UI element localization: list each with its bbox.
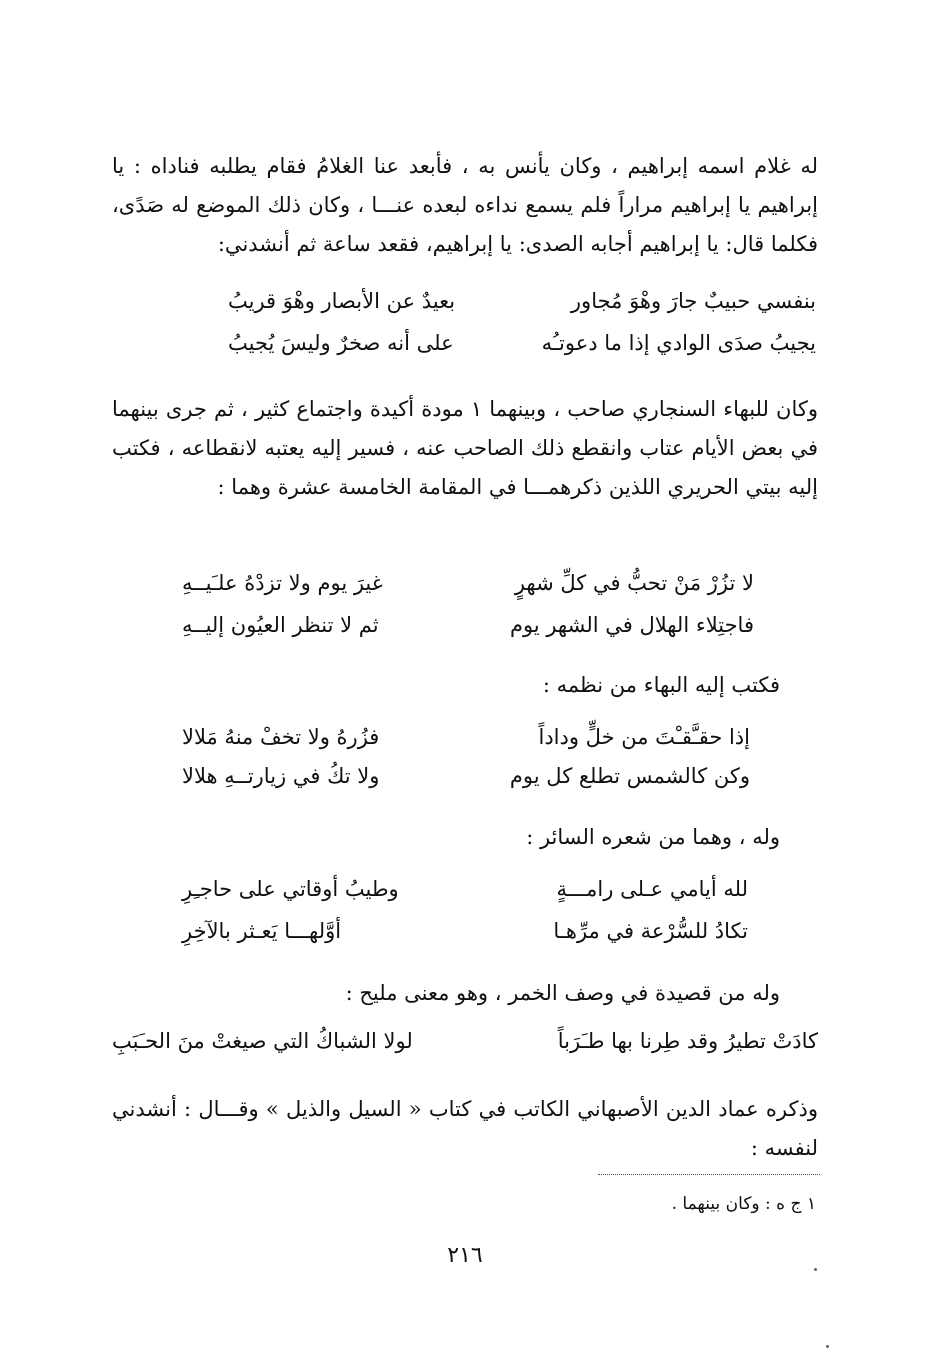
hemistich-second: غيرَ يوم ولا تزدْهُ علـَيــهِ [182, 571, 383, 595]
scan-speck [814, 1268, 817, 1271]
hemistich-first: بنفسي حبيبٌ جارَ وهْوَ مُجاور [570, 289, 816, 313]
hemistich-first: وكن كالشمس تطلع كل يوم [509, 764, 750, 788]
poem-3-verse-2 [182, 759, 750, 793]
paragraph-6 [112, 1090, 818, 1168]
paragraph-1-text: له غلام اسمه إبراهيم ، وكان يأنس به ، فأبعد عنا الغلامُ فقام يطلبه فناداه : يا إبراهيم يا إبراهيم مراراً فلم يسمع نداءه لبعده عنـــا ، وكان ذلك الموضع له صَدًى، فكلما قال: يا إبراهيم أجابه الصدى: يا إبراهيم، فقعد ساعة ثم أنشدني: [112, 154, 818, 256]
footnote-separator [598, 1174, 820, 1175]
poem-4-verse-2 [182, 914, 748, 948]
hemistich-second: ولا تكُ في زيارتــهِ هلالا [182, 764, 380, 788]
hemistich-second: لولا الشباكُ التي صيغتْ منَ الحـَبَبِ [112, 1029, 413, 1053]
hemistich-second: وطيبُ أوقاتي على حاجـِرِ [182, 877, 399, 901]
page-number: ٢١٦ [447, 1243, 483, 1268]
hemistich-first: كادَتْ تطيرُ وقد طِرنا بها طـَرَباً [557, 1029, 818, 1053]
poem-1-verse-2 [228, 326, 816, 360]
poem-3-verse-1 [182, 720, 750, 754]
paragraph-2 [112, 390, 818, 507]
hemistich-first: إذا حقـَّقـْتَ من خلٍّ وداداً [538, 725, 750, 749]
paragraph-3: فكتب إليه البهاء من نظمه : [542, 673, 780, 697]
hemistich-first: فاجتِلاء الهلال في الشهر يوم [509, 613, 754, 637]
hemistich-second: بعيدٌ عن الأبصار وهْوَ قريبُ [228, 289, 456, 313]
footnote: ١ ج ه : وكان بينهما . [671, 1194, 816, 1214]
hemistich-first: لله أيامي عـلى رامـــةٍ [556, 877, 748, 901]
hemistich-second: أوَّلهـــا يَعـثر بالآخِرِ [182, 919, 342, 943]
paragraph-1 [112, 147, 818, 264]
paragraph-6-text: وذكره عماد الدين الأصبهاني الكاتب في كتاب « السيل والذيل » وقـــال : أنشدني لنفسه : [112, 1097, 818, 1160]
poem-1-verse-1 [228, 284, 816, 318]
hemistich-second: فزُرهُ ولا تخفْ منهُ مَلالا [182, 725, 380, 749]
paragraph-5: وله من قصيدة في وصف الخمر ، وهو معنى مليح : [345, 981, 780, 1005]
hemistich-second: ثم لا تنظر العيُون إليــهِ [182, 613, 379, 637]
paragraph-4: وله ، وهما من شعره السائر : [526, 825, 780, 849]
paragraph-2-text: وكان للبهاء السنجاري صاحب ، وبينهما ١ مودة أكيدة واجتماع كثير ، ثم جرى بينهما في بعض الأيام عتاب وانقطع ذلك الصاحب عنه ، فسير إليه يعتبه لانقطاعه ، فكتب إليه بيتي الحريري اللذين ذكرهمـــا في المقامة الخامسة عشرة وهما : [112, 397, 818, 499]
hemistich-first: لا تزُرْ مَنْ تحبُّ في كلِّ شهرٍ [514, 571, 754, 595]
poem-2-verse-2 [182, 608, 754, 642]
poem-4-verse-1 [182, 872, 748, 906]
hemistich-first: يجيبُ صدَى الوادي إذا ما دعوتـُه [541, 331, 816, 355]
single-verse [112, 1024, 818, 1058]
poem-2-verse-1 [182, 566, 754, 600]
hemistich-second: على أنه صخرٌ وليسَ يُجيبُ [228, 331, 454, 355]
scan-speck [826, 1345, 829, 1348]
hemistich-first: تكادُ للسُّرْعة في مرِّهـا [553, 919, 748, 943]
